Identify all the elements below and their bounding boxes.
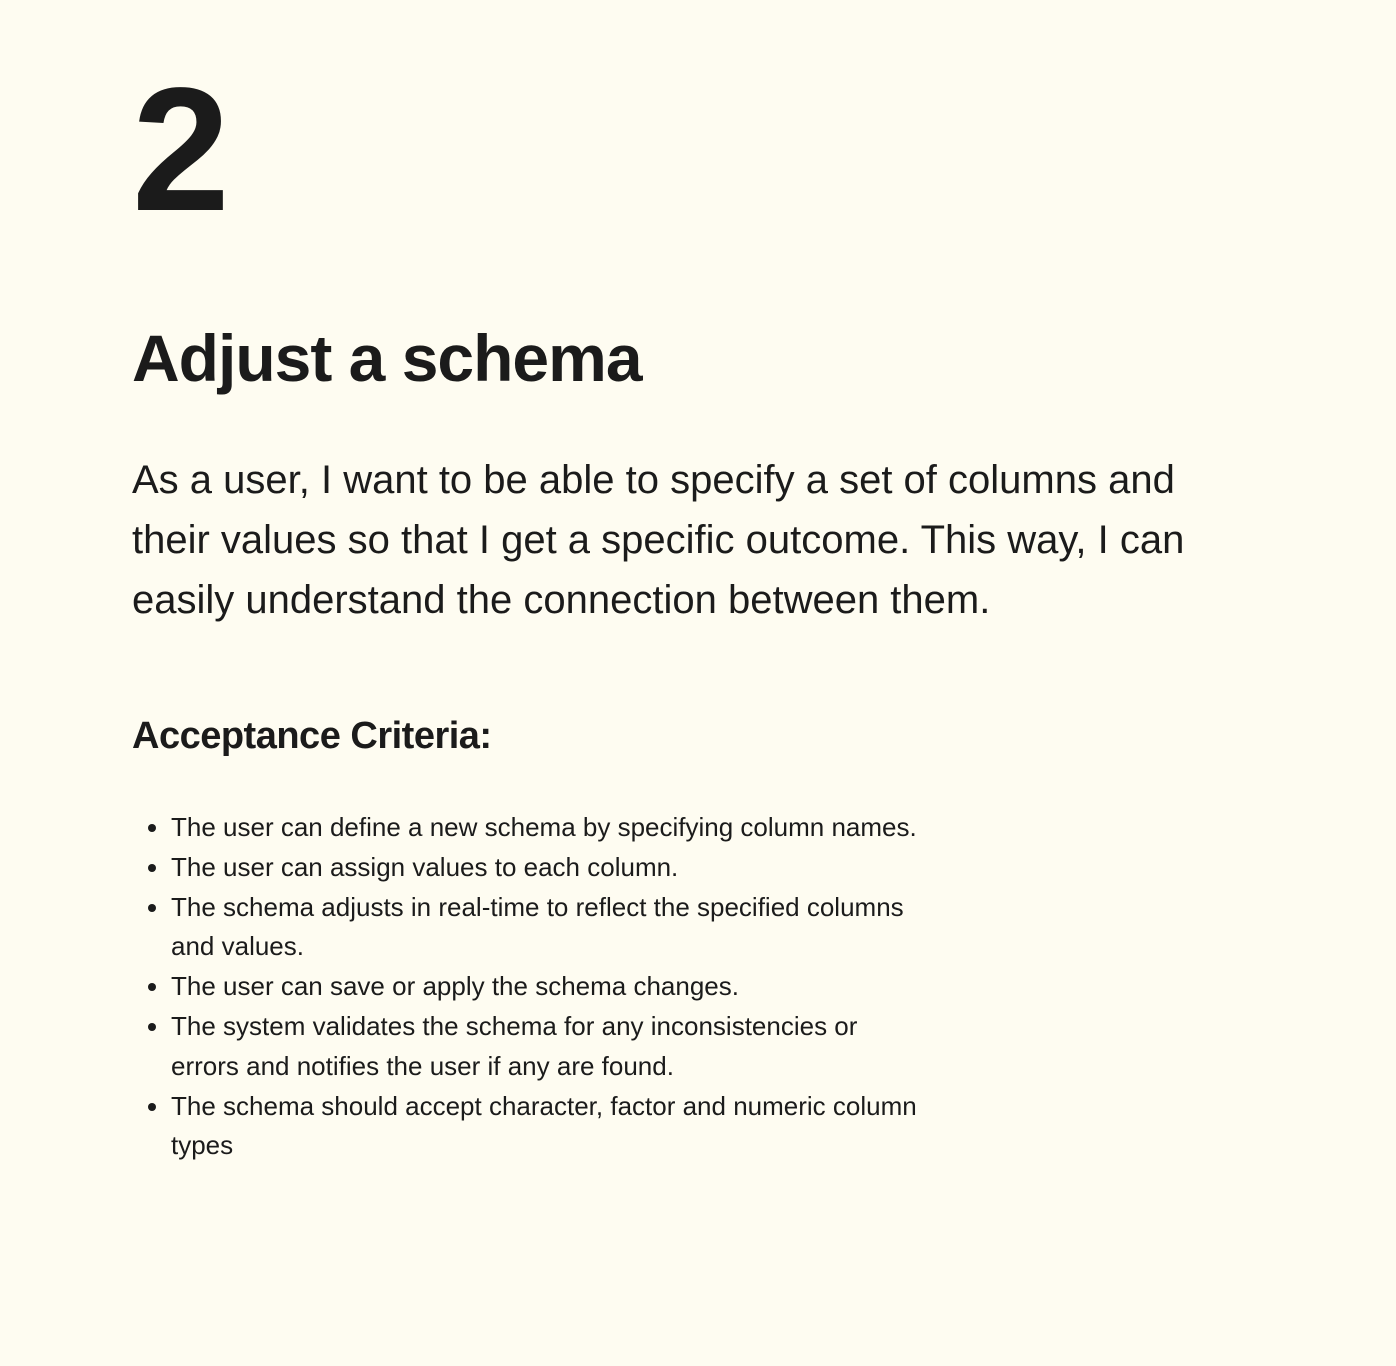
acceptance-criteria-list	[132, 808, 931, 1166]
criteria-item: • The system validates the schema for any inconsistencies or errors and notifies the user if any are found.	[171, 1007, 931, 1087]
criteria-item: • The user can save or apply the schema changes.	[171, 967, 931, 1007]
criteria-item: • The user can define a new schema by specifying column names.	[171, 808, 931, 848]
story-number: 2	[132, 52, 226, 248]
criteria-item: • The schema adjusts in real-time to reflect the specified columns and values.	[171, 888, 931, 968]
story-description: As a user, I want to be able to specify a set of columns and their values so that I get a specific outcome. This way, I can easily understand the connection between them.	[132, 458, 1185, 622]
acceptance-criteria-heading: Acceptance Criteria:	[132, 715, 492, 757]
story-title: Adjust a schema	[132, 321, 642, 395]
criteria-item: • The user can assign values to each column.	[171, 848, 931, 888]
criteria-item: • The schema should accept character, factor and numeric column types	[171, 1087, 931, 1167]
